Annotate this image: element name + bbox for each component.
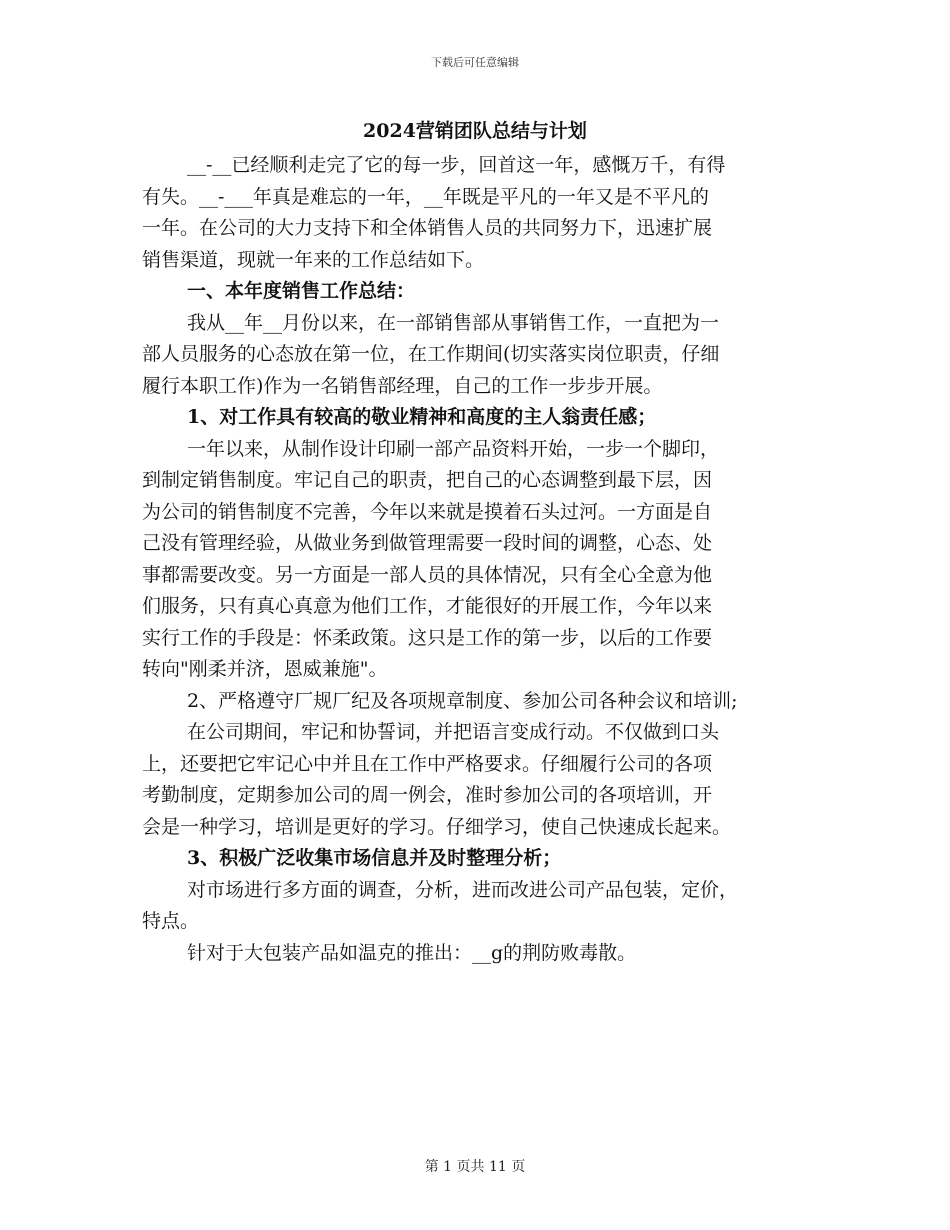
paragraph-line: 到制定销售制度。牢记自己的职责，把自己的心态调整到最下层，因 xyxy=(142,469,713,491)
paragraph-line: 在公司期间，牢记和协誓词，并把语言变成行动。不仅做到口头 xyxy=(187,721,720,743)
paragraph-line: 特点。 xyxy=(142,910,200,932)
paragraph-line: 转向"刚柔并济，恩威兼施"。 xyxy=(142,658,388,680)
paragraph-line: 实行工作的手段是：怀柔政策。这只是工作的第一步，以后的工作要 xyxy=(142,626,713,649)
section-heading-line: 一、本年度销售工作总结： xyxy=(187,280,416,302)
paragraph-line: 我从__年__月份以来，在一部销售部从事销售工作，一直把为一 xyxy=(187,311,720,334)
paragraph-line: 对市场进行多方面的调查，分析，进而改进公司产品包装，定价， xyxy=(187,878,739,901)
page-footer: 第 1 页共 11 页 xyxy=(424,1159,526,1175)
document-body xyxy=(142,150,812,969)
paragraph-line: 2、严格遵守厂规厂纪及各项规章制度、参加公司各种会议和培训; xyxy=(187,689,738,712)
paragraph-line: 为公司的销售制度不完善，今年以来就是摸着石头过河。一方面是自 xyxy=(142,500,713,523)
paragraph-line: 上，还要把它牢记心中并且在工作中严格要求。仔细履行公司的各项 xyxy=(142,752,713,775)
section-heading-line: 3、积极广泛收集市场信息并及时整理分析； xyxy=(187,847,562,869)
paragraph-line: __-__已经顺利走完了它的每一步，回首这一年，感慨万千，有得 xyxy=(187,154,726,176)
paragraph-line: 履行本职工作)作为一名销售部经理，自己的工作一步步开展。 xyxy=(142,374,663,397)
paragraph-line: 们服务，只有真心真意为他们工作，才能很好的开展工作，今年以来 xyxy=(142,595,713,617)
paragraph-line: 会是一种学习，培训是更好的学习。仔细学习，使自己快速成长起来。 xyxy=(142,815,732,838)
paragraph-line: 事都需要改变。另一方面是一部人员的具体情况，只有全心全意为他 xyxy=(142,563,713,586)
paragraph-line: 一年以来，从制作设计印刷一部产品资料开始，一步一个脚印， xyxy=(187,437,720,460)
paragraph-line: 针对于大包装产品如温克的推出：__g的荆防败毒散。 xyxy=(187,941,637,964)
paragraph-line: 考勤制度，定期参加公司的周一例会，准时参加公司的各项培训，开 xyxy=(142,784,713,806)
section-heading-line: 1、对工作具有较高的敬业精神和高度的主人翁责任感； xyxy=(187,406,657,428)
document-title: 2024营销团队总结与计划 xyxy=(363,120,587,142)
paragraph-line: 己没有管理经验，从做业务到做管理需要一段时间的调整，心态、处 xyxy=(142,532,713,554)
paragraph-line: 销售渠道，现就一年来的工作总结如下。 xyxy=(142,248,485,271)
paragraph-line: 一年。在公司的大力支持下和全体销售人员的共同努力下，迅速扩展 xyxy=(142,217,713,239)
paragraph-line: 部人员服务的心态放在第一位，在工作期间(切实落实岗位职责，仔细 xyxy=(142,343,720,365)
page-header: 下载后可任意编辑 xyxy=(431,56,519,69)
paragraph-line: 有失。__-___年真是难忘的一年，__年既是平凡的一年又是不平凡的 xyxy=(142,185,709,208)
